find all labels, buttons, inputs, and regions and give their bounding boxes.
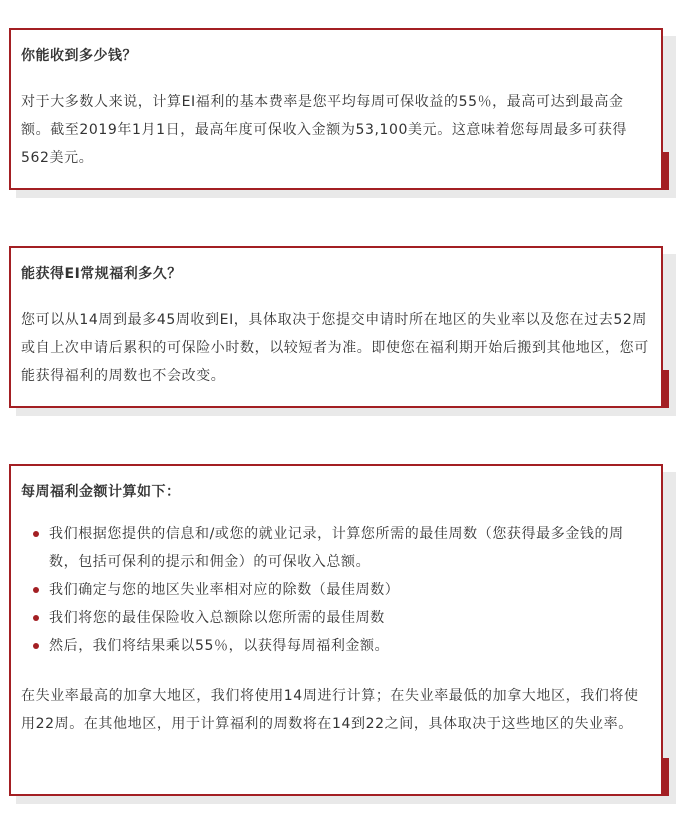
section-title: 能获得EI常规福利多久？ (21, 266, 182, 282)
list-item-text: 我们确定与您的地区失业率相对应的除数（最佳周数） (49, 582, 400, 598)
card-how-much (9, 28, 663, 190)
section-body: 您可以从14周到最多45周收到EI，具体取决于您提交申请时所在地区的失业率以及您在过去52周或自上次申请后累积的可保险小时数，以较短者为准。即使您在福利期开始后搬到其他地区，您可能获得福利的周数也不会改变。 (21, 312, 649, 384)
card-weekly-calc (9, 464, 663, 796)
bullet-dot-icon (33, 643, 39, 649)
card-how-long (9, 246, 663, 408)
bullet-dot-icon (33, 615, 39, 621)
section-body: 在失业率最高的加拿大地区，我们将使用14周进行计算；在失业率最低的加拿大地区，我们将使用22周。在其他地区，用于计算福利的周数将在14到22之间，具体取决于这些地区的失业率。 (21, 688, 639, 732)
accent-bar (661, 370, 669, 408)
accent-bar (661, 758, 669, 796)
list-item-text: 然后，我们将结果乘以55％，以获得每周福利金额。 (49, 638, 390, 654)
calc-steps-list (21, 520, 651, 660)
section-title: 你能收到多少钱？ (21, 48, 137, 64)
list-item (21, 520, 651, 576)
list-item-text: 我们将您的最佳保险收入总额除以您所需的最佳周数 (49, 610, 385, 626)
bullet-dot-icon (33, 531, 39, 537)
list-item (21, 576, 651, 604)
list-item (21, 632, 651, 660)
section-title: 每周福利金额计算如下： (21, 484, 181, 500)
accent-bar (661, 152, 669, 190)
bullet-dot-icon (33, 587, 39, 593)
list-item-text: 我们根据您提供的信息和/或您的就业记录，计算您所需的最佳周数（您获得最多金钱的周数，包括可保利的提示和佣金）的可保收入总额。 (49, 526, 624, 570)
section-body: 对于大多数人来说，计算EI福利的基本费率是您平均每周可保收益的55％，最高可达到最高金额。截至2019年1月1日，最高年度可保收入金额为53,100美元。这意味着您每周最多可获得562美元。 (21, 94, 628, 166)
list-item (21, 604, 651, 632)
